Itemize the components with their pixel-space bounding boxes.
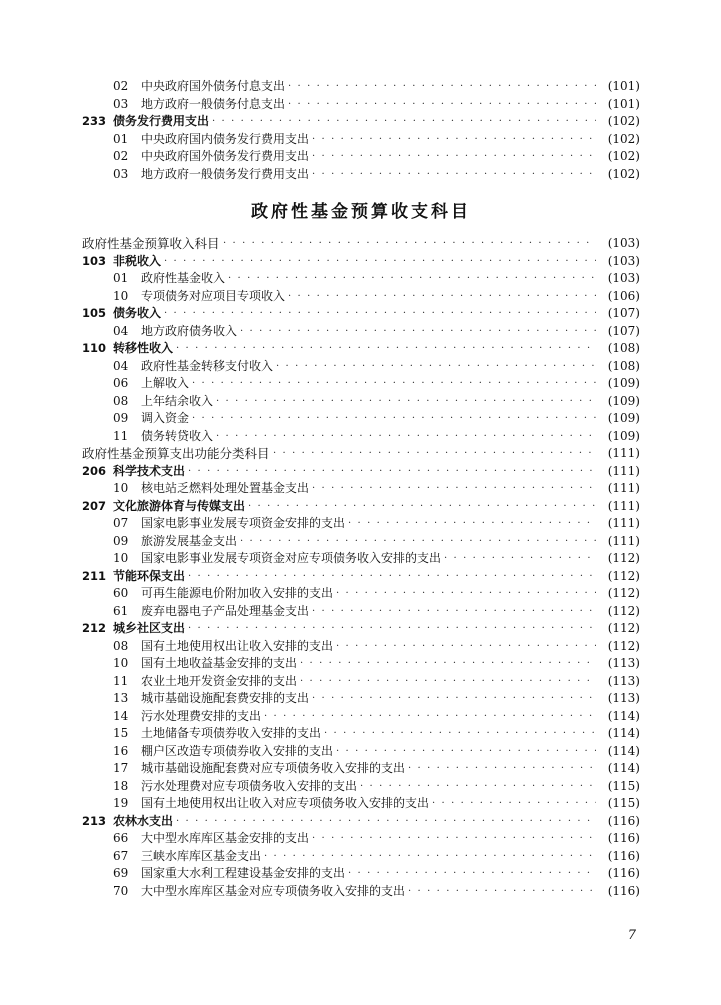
entry-title: 中央政府国外债务付息支出 [141,79,286,93]
entry-page: (116) [607,813,640,828]
dot-leader [216,428,596,446]
toc-item-entry[interactable] [82,96,640,114]
entry-page: (114) [607,708,640,723]
entry-page: (112) [607,621,640,635]
entry-page: (112) [607,638,640,653]
entry-code: 10 [113,656,129,670]
entry-title: 土地储备专项债券收入安排的支出 [141,726,322,740]
entry-code: 19 [113,796,129,810]
toc-item-entry[interactable] [82,655,640,673]
toc-item-entry[interactable] [82,480,640,498]
entry-code: 67 [113,848,129,863]
entry-title: 旅游发展基金支出 [141,533,238,548]
toc-item-entry[interactable] [82,323,640,341]
dot-leader [312,166,596,184]
entry-code: 08 [113,393,129,408]
entry-title: 债务转贷收入 [141,428,214,443]
dot-leader [312,480,596,498]
entry-title: 文化旅游体育与传媒支出 [113,498,246,513]
entry-code: 17 [113,761,129,775]
dot-leader [176,340,596,358]
entry-page: (111) [607,481,640,495]
entry-page: (112) [607,568,640,583]
entry-title: 国家重大水利工程建设基金安排的支出 [141,866,346,880]
toc-category-entry[interactable] [82,113,640,131]
dot-leader [312,603,596,621]
toc-item-entry[interactable] [82,533,640,551]
entry-title: 三峡水库库区基金支出 [141,848,262,863]
toc-item-entry[interactable] [82,883,640,901]
entry-title: 中央政府国内债务发行费用支出 [141,131,310,146]
entry-page: (114) [607,743,640,758]
toc-category-entry[interactable] [82,305,640,323]
toc-item-entry[interactable] [82,270,640,288]
entry-page: (111) [607,533,640,548]
toc-category-entry[interactable] [82,813,640,831]
toc-item-entry[interactable] [82,673,640,691]
dot-leader [408,883,596,901]
entry-page: (116) [607,883,640,898]
entry-code: 69 [113,866,129,880]
entry-title: 废弃电器电子产品处理基金支出 [141,603,310,618]
dot-leader [240,323,596,341]
toc-item-entry[interactable] [82,743,640,761]
toc-item-entry[interactable] [82,848,640,866]
entry-page: (113) [607,656,640,670]
dot-leader [312,830,596,848]
entry-code: 16 [113,743,129,758]
toc-item-entry[interactable] [82,358,640,376]
dot-leader [264,848,596,866]
toc-category-entry[interactable] [82,498,640,516]
toc-item-entry[interactable] [82,550,640,568]
entry-page: (109) [607,393,640,408]
dot-leader [164,253,596,271]
entry-title: 政府性基金转移支付收入 [141,358,274,373]
entry-code: 02 [113,79,129,93]
dot-leader [312,690,596,708]
entry-code: 14 [113,708,129,723]
toc-item-entry[interactable] [82,585,640,603]
entry-title: 科学技术支出 [113,463,186,478]
toc-item-entry[interactable] [82,515,640,533]
dot-leader [276,358,596,376]
entry-title: 国有土地使用权出让收入对应专项债务收入安排的支出 [141,796,430,810]
dot-leader [288,96,596,114]
entry-code: 105 [82,306,107,320]
entry-page: (101) [607,96,640,111]
entry-page: (114) [607,761,640,775]
entry-page: (111) [607,498,640,513]
entry-page: (109) [607,376,640,390]
entry-code: 06 [113,376,129,390]
toc-category-entry[interactable] [82,620,640,638]
entry-page: (107) [607,323,640,338]
dot-leader [212,113,596,131]
entry-title: 债务收入 [113,306,162,320]
dot-leader [240,533,596,551]
entry-title: 债务发行费用支出 [113,114,210,128]
toc-category-entry[interactable] [82,568,640,586]
entry-page: (106) [607,288,640,303]
entry-title: 国有土地使用权出让收入安排的支出 [141,638,334,653]
entry-page: (101) [607,79,640,93]
toc-item-entry[interactable] [82,760,640,778]
entry-page: (112) [607,586,640,600]
entry-title: 中央政府国外债务发行费用支出 [141,149,310,163]
dot-leader [360,778,596,796]
dot-leader [188,463,596,481]
entry-title: 可再生能源电价附加收入安排的支出 [141,586,334,600]
entry-page: (111) [607,516,640,530]
entry-page: (116) [607,848,640,863]
entry-page: (114) [607,726,640,740]
dot-leader [188,620,596,638]
entry-code: 01 [113,131,129,146]
entry-page: (111) [607,446,640,460]
entry-title: 国有土地收益基金安排的支出 [141,656,298,670]
entry-title: 专项债务对应项目专项收入 [141,288,286,303]
entry-title: 上年结余收入 [141,393,214,408]
dot-leader [273,445,596,463]
entry-page: (112) [607,603,640,618]
entry-title: 调入资金 [141,411,190,425]
dot-leader [336,638,596,656]
dot-leader [288,78,596,96]
toc-item-entry[interactable] [82,410,640,428]
entry-title: 污水处理费对应专项债务收入安排的支出 [141,778,358,793]
dot-leader [408,760,596,778]
entry-code: 03 [113,166,129,181]
entry-page: (113) [607,673,640,688]
toc-item-entry[interactable] [82,865,640,883]
toc-item-entry[interactable] [82,166,640,184]
entry-code: 66 [113,831,129,845]
entry-title: 核电站乏燃料处理处置基金支出 [141,481,310,495]
entry-title: 上解收入 [141,376,190,390]
entry-page: (103) [607,236,640,250]
toc-category-entry[interactable] [82,253,640,271]
entry-title: 城市基础设施配套费对应专项债务收入安排的支出 [141,761,406,775]
entry-code: 213 [82,813,107,828]
entry-page: (108) [607,341,640,355]
dot-leader [300,673,596,691]
toc-item-entry[interactable] [82,725,640,743]
entry-page: (113) [607,691,640,705]
entry-page: (102) [607,149,640,163]
entry-code: 11 [113,428,129,443]
entry-title: 地方政府债务收入 [141,323,238,338]
entry-code: 212 [82,621,107,635]
entry-code: 09 [113,411,129,425]
toc-item-entry[interactable] [82,830,640,848]
entry-page: (102) [607,166,640,181]
entry-title: 政府性基金预算支出功能分类科目 [82,446,270,461]
table-of-contents [82,78,640,900]
toc-item-entry[interactable] [82,148,640,166]
entry-code: 10 [113,288,129,303]
entry-code: 09 [113,533,129,548]
dot-leader [312,148,596,166]
entry-page: (102) [607,114,640,128]
toc-item-entry[interactable] [82,690,640,708]
entry-code: 207 [82,498,107,513]
toc-item-entry[interactable] [82,638,640,656]
entry-code: 13 [113,691,129,705]
entry-title: 政府性基金预算收入科目 [82,236,220,251]
entry-page: (111) [607,463,640,478]
toc-item-entry[interactable] [82,131,640,149]
dot-leader [336,585,596,603]
entry-title: 非税收入 [113,253,162,268]
entry-title: 地方政府一般债务付息支出 [141,96,286,111]
entry-page: (115) [607,778,640,793]
dot-leader [248,498,596,516]
dot-leader [176,813,596,831]
entry-code: 07 [113,516,129,530]
entry-code: 03 [113,96,129,111]
toc-item-entry[interactable] [82,78,640,96]
toc-category-entry[interactable] [82,340,640,358]
entry-code: 15 [113,726,129,740]
dot-leader [300,655,596,673]
entry-title: 棚户区改造专项债券收入安排的支出 [141,743,334,758]
entry-page: (108) [607,358,640,373]
dot-leader [188,568,596,586]
entry-code: 11 [113,673,129,688]
entry-code: 04 [113,358,129,373]
entry-code: 211 [82,568,107,583]
section-heading: 政府性基金预算收支科目 [251,201,471,222]
toc-category-entry[interactable] [82,463,640,481]
dot-leader [228,270,596,288]
toc-item-entry[interactable] [82,708,640,726]
entry-title: 城市基础设施配套费安排的支出 [141,691,310,705]
toc-item-entry[interactable] [82,393,640,411]
entry-code: 206 [82,463,107,478]
toc-section-entry[interactable] [82,235,640,253]
dot-leader [223,235,596,253]
entry-code: 18 [113,778,129,793]
entry-page: (107) [607,306,640,320]
dot-leader [192,410,596,428]
entry-title: 地方政府一般债务发行费用支出 [141,166,310,181]
entry-title: 大中型水库库区基金安排的支出 [141,831,310,845]
dot-leader [336,743,596,761]
dot-leader [348,515,596,533]
entry-page: (112) [607,551,640,565]
dot-leader [444,550,596,568]
entry-page: (116) [607,866,640,880]
entry-code: 01 [113,271,129,285]
entry-title: 节能环保支出 [113,568,186,583]
entry-code: 110 [82,341,107,355]
entry-code: 04 [113,323,129,338]
entry-title: 国家电影事业发展专项资金对应专项债务收入安排的支出 [141,551,442,565]
dot-leader [324,725,596,743]
toc-section-entry[interactable] [82,445,640,463]
entry-page: (102) [607,131,640,146]
entry-code: 70 [113,883,129,898]
entry-title: 农业土地开发资金安排的支出 [141,673,298,688]
dot-leader [164,305,596,323]
entry-code: 103 [82,253,107,268]
toc-item-entry[interactable] [82,603,640,621]
entry-page: (103) [607,271,640,285]
toc-item-entry[interactable] [82,375,640,393]
entry-code: 10 [113,551,129,565]
toc-item-entry[interactable] [82,288,640,306]
entry-page: (109) [607,428,640,443]
entry-code: 08 [113,638,129,653]
entry-title: 政府性基金收入 [141,271,226,285]
entry-title: 大中型水库库区基金对应专项债务收入安排的支出 [141,883,406,898]
dot-leader [288,288,596,306]
entry-code: 60 [113,586,129,600]
entry-page: (109) [607,411,640,425]
dot-leader [348,865,596,883]
entry-page: (103) [607,253,640,268]
entry-code: 61 [113,603,129,618]
entry-title: 农林水支出 [113,813,174,828]
entry-title: 城乡社区支出 [113,621,186,635]
entry-code: 02 [113,149,129,163]
dot-leader [216,393,596,411]
entry-title: 转移性收入 [113,341,174,355]
dot-leader [264,708,596,726]
page-number: 7 [627,928,636,943]
toc-item-entry[interactable] [82,428,640,446]
toc-item-entry[interactable] [82,778,640,796]
entry-code: 233 [82,114,107,128]
entry-page: (116) [607,831,640,845]
entry-code: 10 [113,481,129,495]
dot-leader [312,131,596,149]
entry-title: 污水处理费安排的支出 [141,708,262,723]
entry-page: (115) [607,796,640,810]
entry-title: 国家电影事业发展专项资金安排的支出 [141,516,346,530]
dot-leader [432,795,596,813]
toc-item-entry[interactable] [82,795,640,813]
dot-leader [192,375,596,393]
